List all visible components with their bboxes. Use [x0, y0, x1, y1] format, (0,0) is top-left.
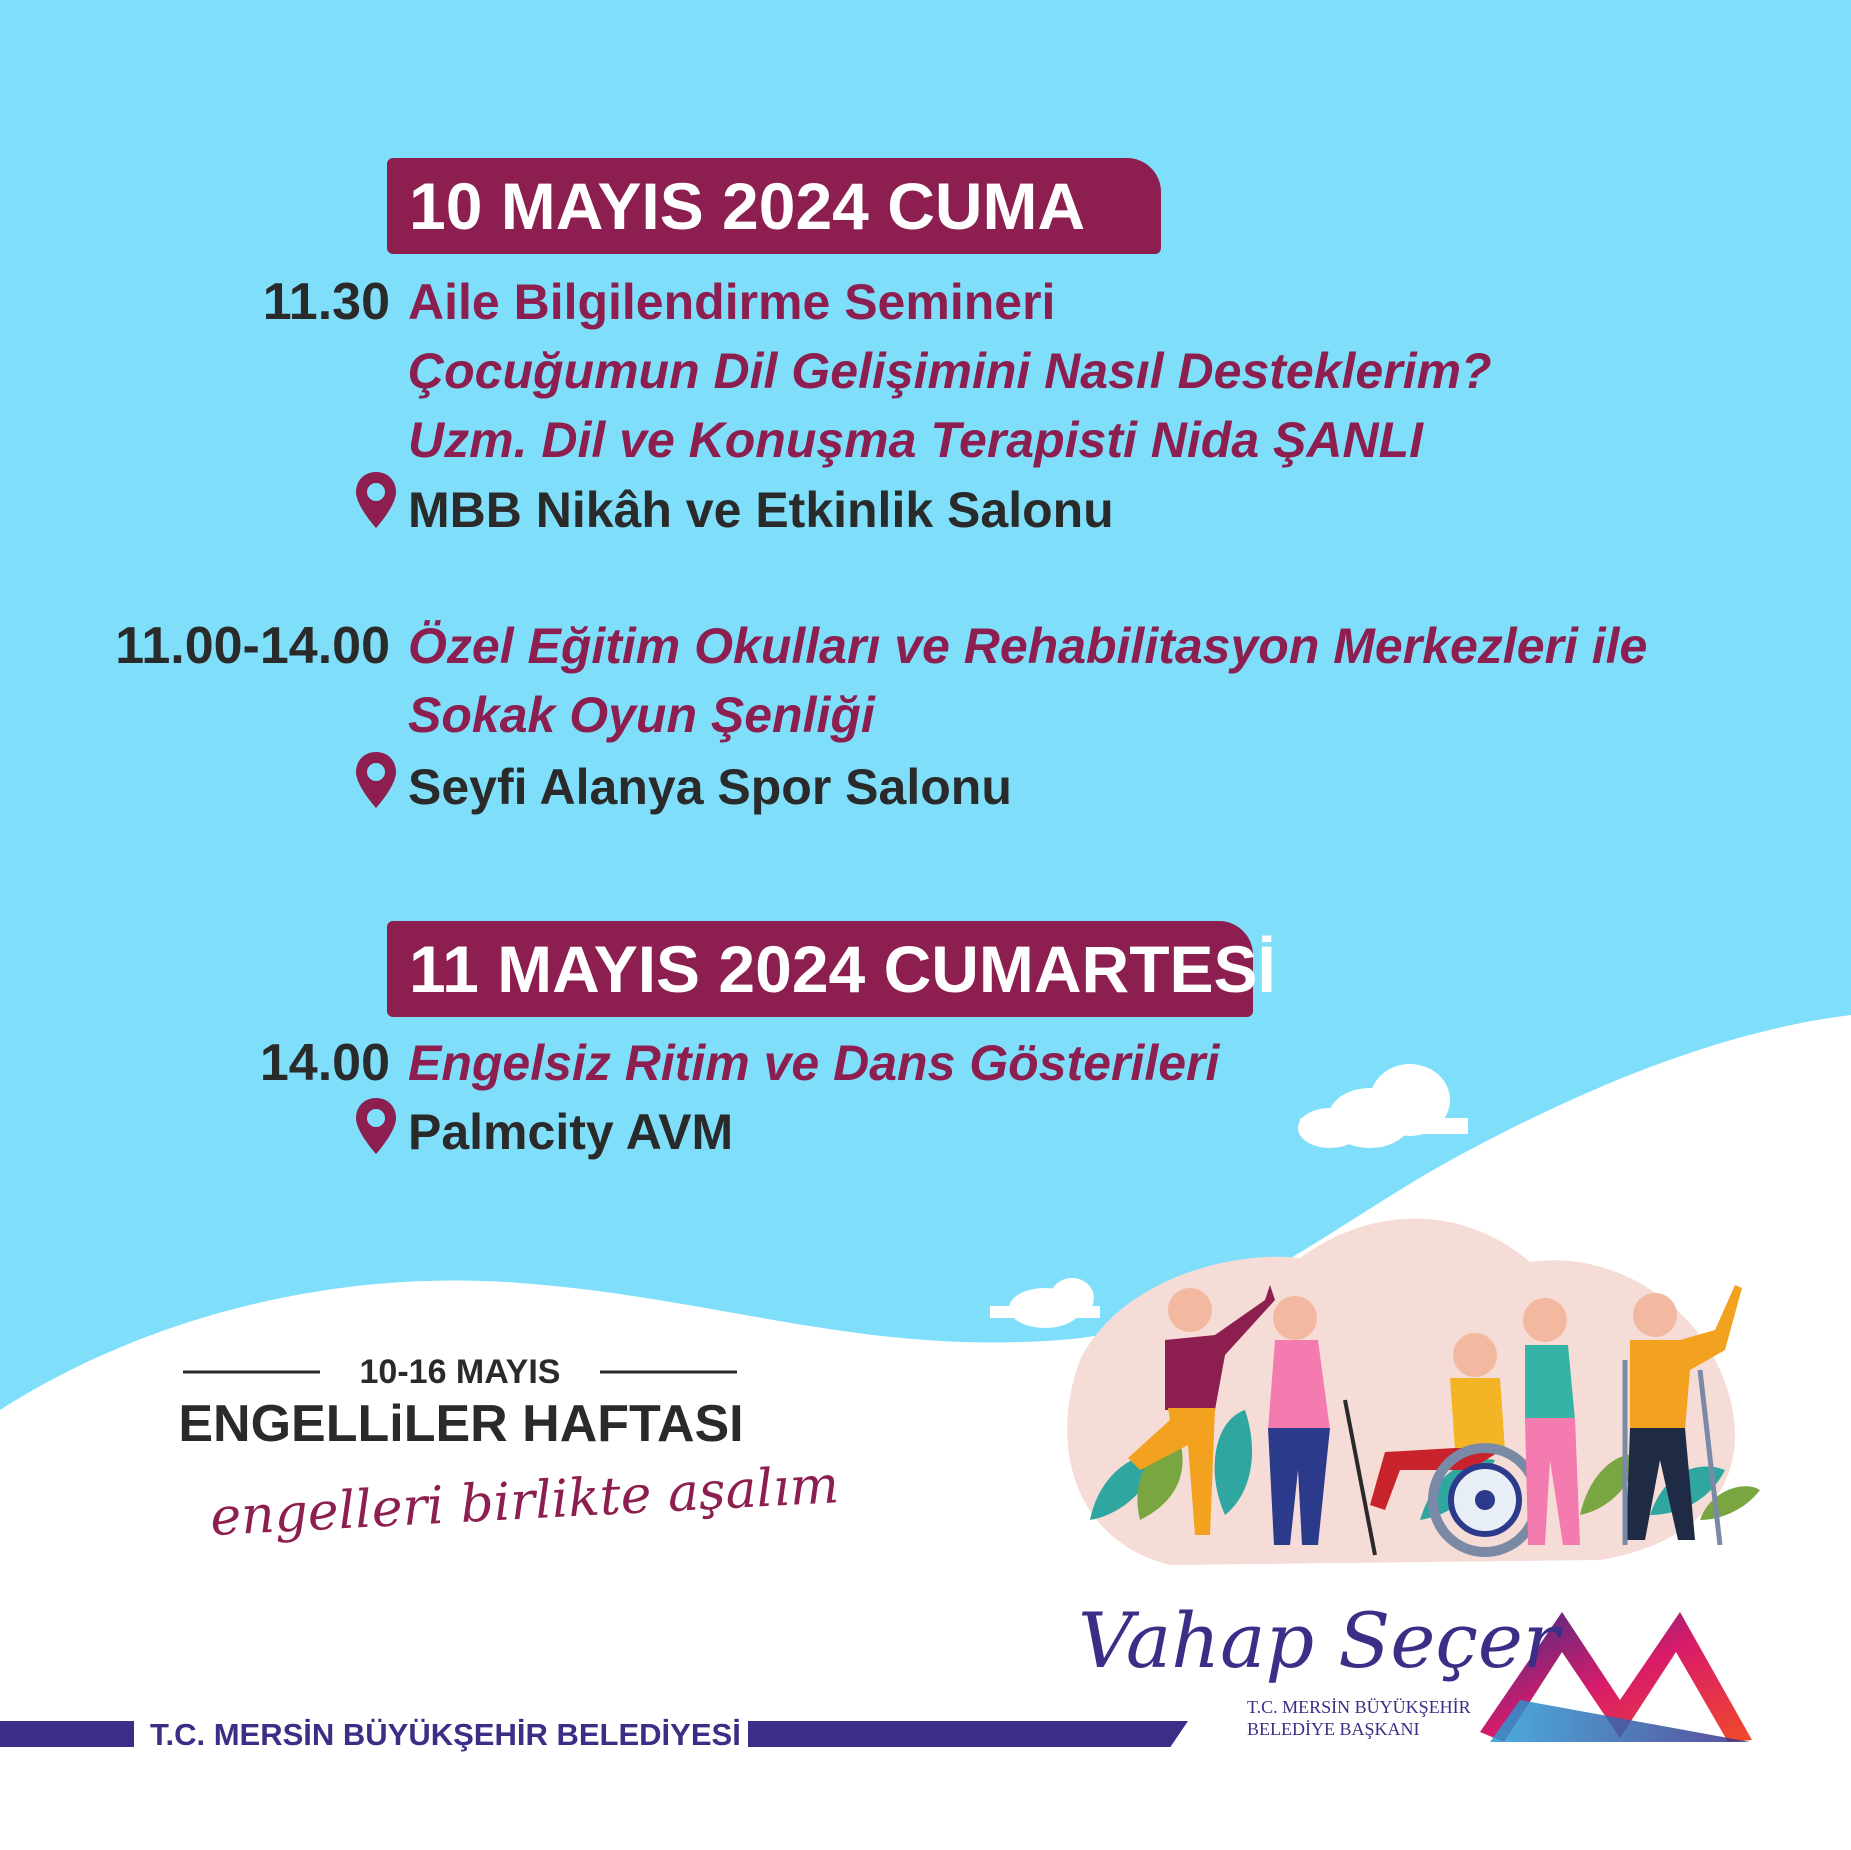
- event-subtitle: Çocuğumun Dil Gelişimini Nasıl Desteklerim?: [408, 343, 1492, 399]
- footer-bar-right: [748, 1721, 1188, 1747]
- signature-title: T.C. MERSİN BÜYÜKŞEHİR: [1247, 1697, 1471, 1717]
- signature-name: Vahap Seçer: [1078, 1596, 1560, 1685]
- event-subtitle: Engelsiz Ritim ve Dans Gösterileri: [408, 1035, 1220, 1091]
- signature-title: BELEDİYE BAŞKANI: [1247, 1719, 1420, 1739]
- event-location: Seyfi Alanya Spor Salonu: [408, 759, 1012, 815]
- event-time: 14.00: [259, 1034, 390, 1092]
- date-label: 11 MAYIS 2024 CUMARTESİ: [409, 932, 1276, 1006]
- campaign-title: ENGELLiLER HAFTASI: [178, 1395, 744, 1453]
- event-time: 11.00-14.00: [115, 617, 390, 675]
- municipality-name: T.C. MERSİN BÜYÜKŞEHİR BELEDİYESİ: [150, 1717, 741, 1752]
- event-subtitle: Sokak Oyun Şenliği: [408, 687, 875, 743]
- event-title: Aile Bilgilendirme Semineri: [408, 274, 1056, 330]
- campaign-slogan: engelleri birlikte aşalım: [208, 1455, 841, 1549]
- event-location: MBB Nikâh ve Etkinlik Salonu: [408, 482, 1114, 538]
- date-header-day-1: [387, 158, 1161, 254]
- event-time: 11.30: [262, 273, 390, 331]
- date-header-day-2: [387, 921, 1276, 1017]
- footer-bar-left: [0, 1721, 134, 1747]
- map-pin-icon: [353, 1096, 399, 1156]
- event-location: Palmcity AVM: [408, 1104, 734, 1160]
- map-pin-icon: [353, 470, 399, 530]
- event-subtitle: Uzm. Dil ve Konuşma Terapisti Nida ŞANLI: [408, 412, 1424, 468]
- date-label: 10 MAYIS 2024 CUMA: [409, 169, 1086, 243]
- event-subtitle: Özel Eğitim Okulları ve Rehabilitasyon Merkezleri ile: [408, 618, 1648, 674]
- map-pin-icon: [353, 750, 399, 810]
- campaign-dates: 10-16 MAYIS: [359, 1353, 561, 1391]
